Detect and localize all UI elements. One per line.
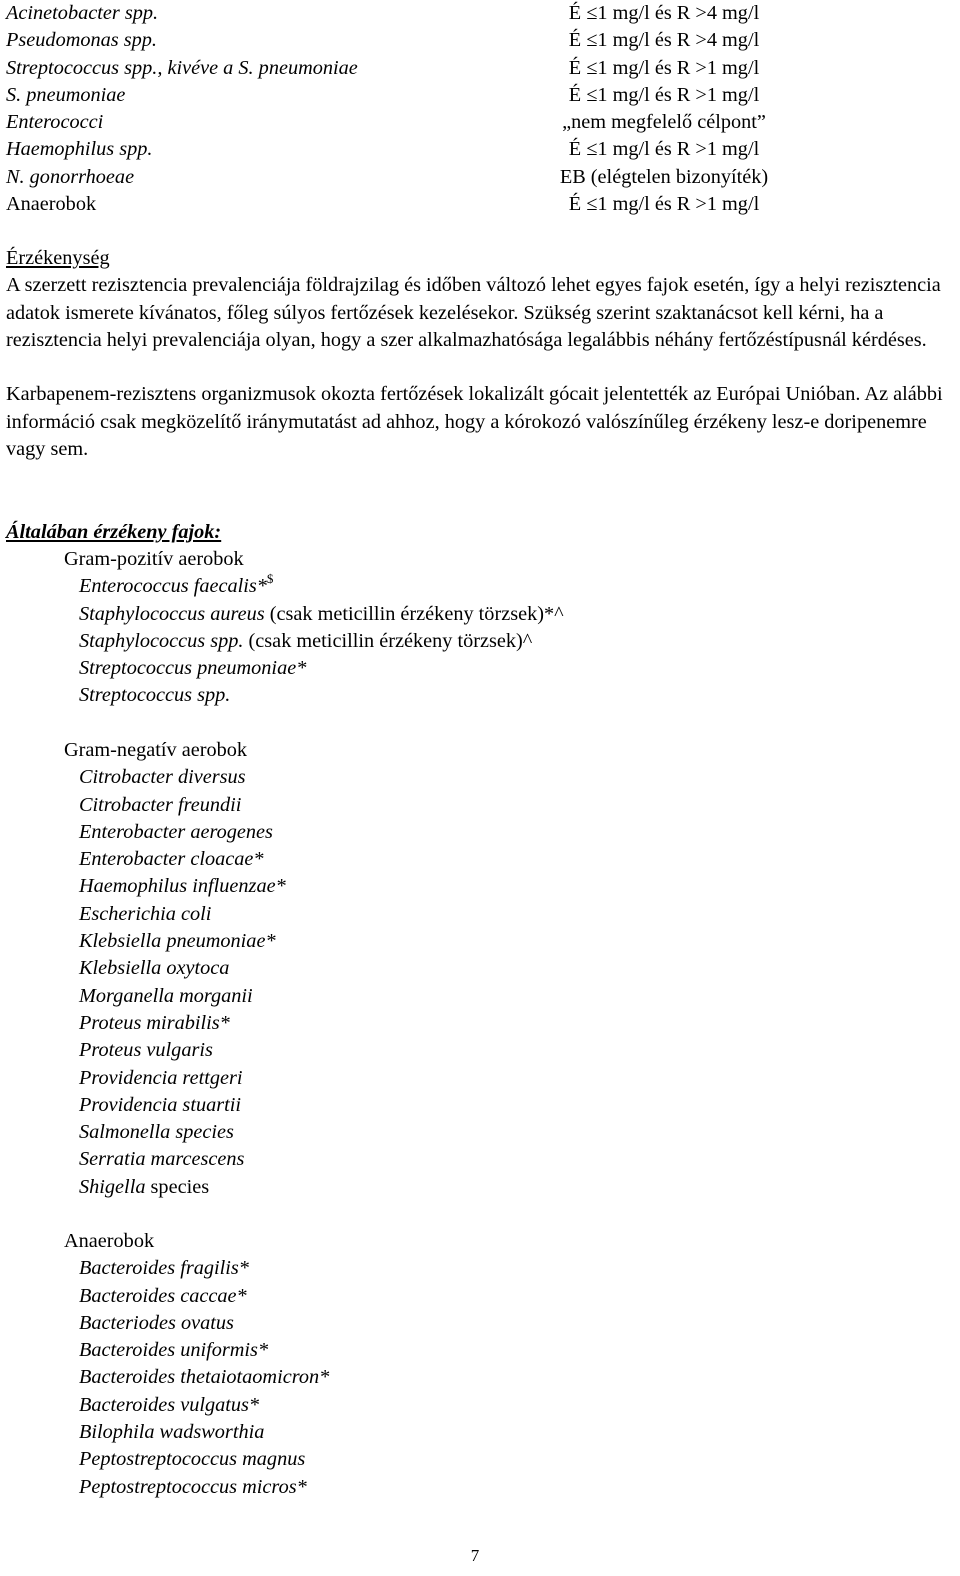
- species-item: [64, 1119, 286, 1146]
- species-note: (csak meticillin érzékeny törzsek)*^: [264, 602, 564, 625]
- gram-negative-group: [64, 737, 286, 1201]
- species-name: Serratia marcescens: [79, 1148, 245, 1171]
- species-name: Enterococcus faecalis: [79, 575, 257, 598]
- species-name: Enterobacter cloacae*: [79, 848, 264, 871]
- breakpoint-organism: Enterococci: [6, 111, 104, 134]
- breakpoint-row: [6, 27, 956, 54]
- species-note: species: [145, 1175, 210, 1198]
- species-name: Klebsiella oxytoca: [79, 957, 230, 980]
- breakpoint-value: EB (elégtelen bizonyíték): [559, 165, 769, 188]
- gram-negative-title: Gram-negatív aerobok: [64, 739, 248, 761]
- species-name: Morganella morganii: [79, 984, 253, 1007]
- species-item: [64, 1174, 286, 1201]
- species-name: Proteus mirabilis*: [79, 1011, 230, 1034]
- species-name: Peptostreptococcus magnus: [79, 1448, 306, 1471]
- species-item: [64, 1037, 286, 1064]
- anaerobes-title: Anaerobok: [64, 1230, 155, 1252]
- breakpoint-row: [6, 55, 956, 82]
- species-item: [64, 792, 286, 819]
- species-item: [64, 846, 286, 873]
- species-item: [64, 682, 564, 709]
- anaerobes-group: [64, 1228, 329, 1501]
- species-name: Bacteriodes ovatus: [79, 1311, 234, 1334]
- species-item: [64, 1392, 329, 1419]
- species-item: [64, 928, 286, 955]
- species-item: [64, 1337, 329, 1364]
- breakpoint-organism: Streptococcus spp., kivéve a S. pneumoniae: [6, 56, 358, 79]
- breakpoint-value: É ≤1 mg/l és R >1 mg/l: [568, 83, 760, 106]
- species-footnote-mark: $: [266, 571, 274, 587]
- breakpoint-organism: Pseudomonas spp.: [6, 29, 157, 52]
- species-name: Staphylococcus aureus: [79, 602, 265, 625]
- breakpoint-row: [6, 164, 956, 191]
- usually-susceptible-heading-block: [6, 519, 956, 546]
- species-name: Escherichia coli: [79, 902, 212, 925]
- species-name: Providencia rettgeri: [79, 1066, 243, 1089]
- species-item: [64, 1255, 329, 1282]
- species-name: Citrobacter freundii: [79, 793, 242, 816]
- breakpoint-value: É ≤1 mg/l és R >4 mg/l: [568, 29, 760, 52]
- breakpoint-row: [6, 191, 956, 218]
- species-item: [64, 1310, 329, 1337]
- species-item: [64, 628, 564, 655]
- species-item: [64, 1146, 286, 1173]
- species-name: Peptostreptococcus micros*: [79, 1475, 307, 1498]
- species-name: Citrobacter diversus: [79, 766, 246, 789]
- susceptibility-section: [6, 245, 956, 463]
- breakpoint-value: É ≤1 mg/l és R >1 mg/l: [568, 138, 760, 161]
- species-name: Enterobacter aerogenes: [79, 820, 273, 843]
- species-name: Providencia stuartii: [79, 1093, 242, 1116]
- breakpoint-table: [6, 0, 956, 218]
- breakpoint-row: [6, 136, 956, 163]
- anaerobes-list: [64, 1255, 329, 1501]
- species-name: Streptococcus spp.: [79, 684, 231, 707]
- species-name: Bacteroides caccae*: [79, 1284, 247, 1307]
- breakpoint-row: [6, 109, 956, 136]
- species-item: [64, 1283, 329, 1310]
- species-name: Bacteroides vulgatus*: [79, 1393, 260, 1416]
- species-name: Streptococcus pneumoniae*: [79, 657, 307, 680]
- breakpoint-value: É ≤1 mg/l és R >4 mg/l: [568, 2, 760, 24]
- breakpoint-organism: Anaerobok: [6, 193, 97, 216]
- species-name: Proteus vulgaris: [79, 1039, 213, 1062]
- breakpoint-organism: N. gonorrhoeae: [6, 165, 135, 188]
- species-item: [64, 764, 286, 791]
- breakpoint-value: É ≤1 mg/l és R >1 mg/l: [568, 193, 760, 216]
- susceptibility-paragraph-1: A szerzett rezisztencia prevalenciája földrajzilag és időben változó lehet egyes fajok esetén, így a helyi rezisztencia adatok ismerete kívánatos, főleg súlyos fertőzések kezelésekor. Szükség szerint szaktanácsot kell kérni, ha a rezisztencia helyi prevalenciája olyan, hogy a szer alkalmazhatósága legalábbis néhány fertőzéstípusnál kérdéses.: [6, 274, 941, 351]
- species-item: [64, 655, 564, 682]
- species-name: Staphylococcus spp.: [79, 629, 244, 652]
- susceptibility-paragraph-2: Karbapenem-rezisztens organizmusok okozta fertőzések lokalizált gócait jelentették az Európai Unióban. Az alábbi információ csak megközelítő iránymutatást ad ahhoz, hogy a kórokozó valószínűleg érzékeny lesz-e doripenemre vagy sem.: [6, 383, 943, 461]
- species-note: *: [256, 575, 267, 598]
- page-number: 7: [470, 1546, 480, 1565]
- species-name: Bilophila wadsworthia: [79, 1421, 265, 1444]
- species-item: [64, 1092, 286, 1119]
- breakpoint-value: É ≤1 mg/l és R >1 mg/l: [568, 56, 760, 79]
- species-item: [64, 1474, 329, 1501]
- breakpoint-row: [6, 82, 956, 109]
- species-item: [64, 873, 286, 900]
- species-item: [64, 955, 286, 982]
- species-item: [64, 1419, 329, 1446]
- breakpoint-organism: Haemophilus spp.: [6, 138, 153, 161]
- gram-positive-list: [64, 573, 564, 709]
- species-name: Shigella: [79, 1175, 146, 1198]
- susceptibility-heading: Érzékenység: [6, 247, 110, 269]
- species-name: Bacteroides uniformis*: [79, 1339, 269, 1362]
- breakpoint-value: „nem megfelelő célpont”: [562, 111, 766, 134]
- species-name: Salmonella species: [79, 1121, 234, 1144]
- species-name: Klebsiella pneumoniae*: [79, 930, 276, 953]
- breakpoint-row: [6, 0, 956, 27]
- gram-negative-list: [64, 764, 286, 1201]
- species-note: (csak meticillin érzékeny törzsek)^: [243, 629, 533, 652]
- species-item: [64, 1446, 329, 1473]
- gram-positive-group: [64, 546, 564, 710]
- species-item: [64, 601, 564, 628]
- species-name: Haemophilus influenzae*: [79, 875, 286, 898]
- species-item: [64, 573, 564, 600]
- species-item: [64, 983, 286, 1010]
- gram-positive-title: Gram-pozitív aerobok: [64, 548, 244, 570]
- usually-susceptible-heading: Általában érzékeny fajok:: [6, 521, 222, 543]
- species-name: Bacteroides fragilis*: [79, 1257, 249, 1280]
- breakpoint-organism: Acinetobacter spp.: [6, 2, 159, 24]
- species-item: [64, 1010, 286, 1037]
- species-item: [64, 901, 286, 928]
- species-item: [64, 1065, 286, 1092]
- species-item: [64, 819, 286, 846]
- breakpoint-organism: S. pneumoniae: [6, 83, 126, 106]
- species-item: [64, 1364, 329, 1391]
- species-name: Bacteroides thetaiotaomicron*: [79, 1366, 330, 1389]
